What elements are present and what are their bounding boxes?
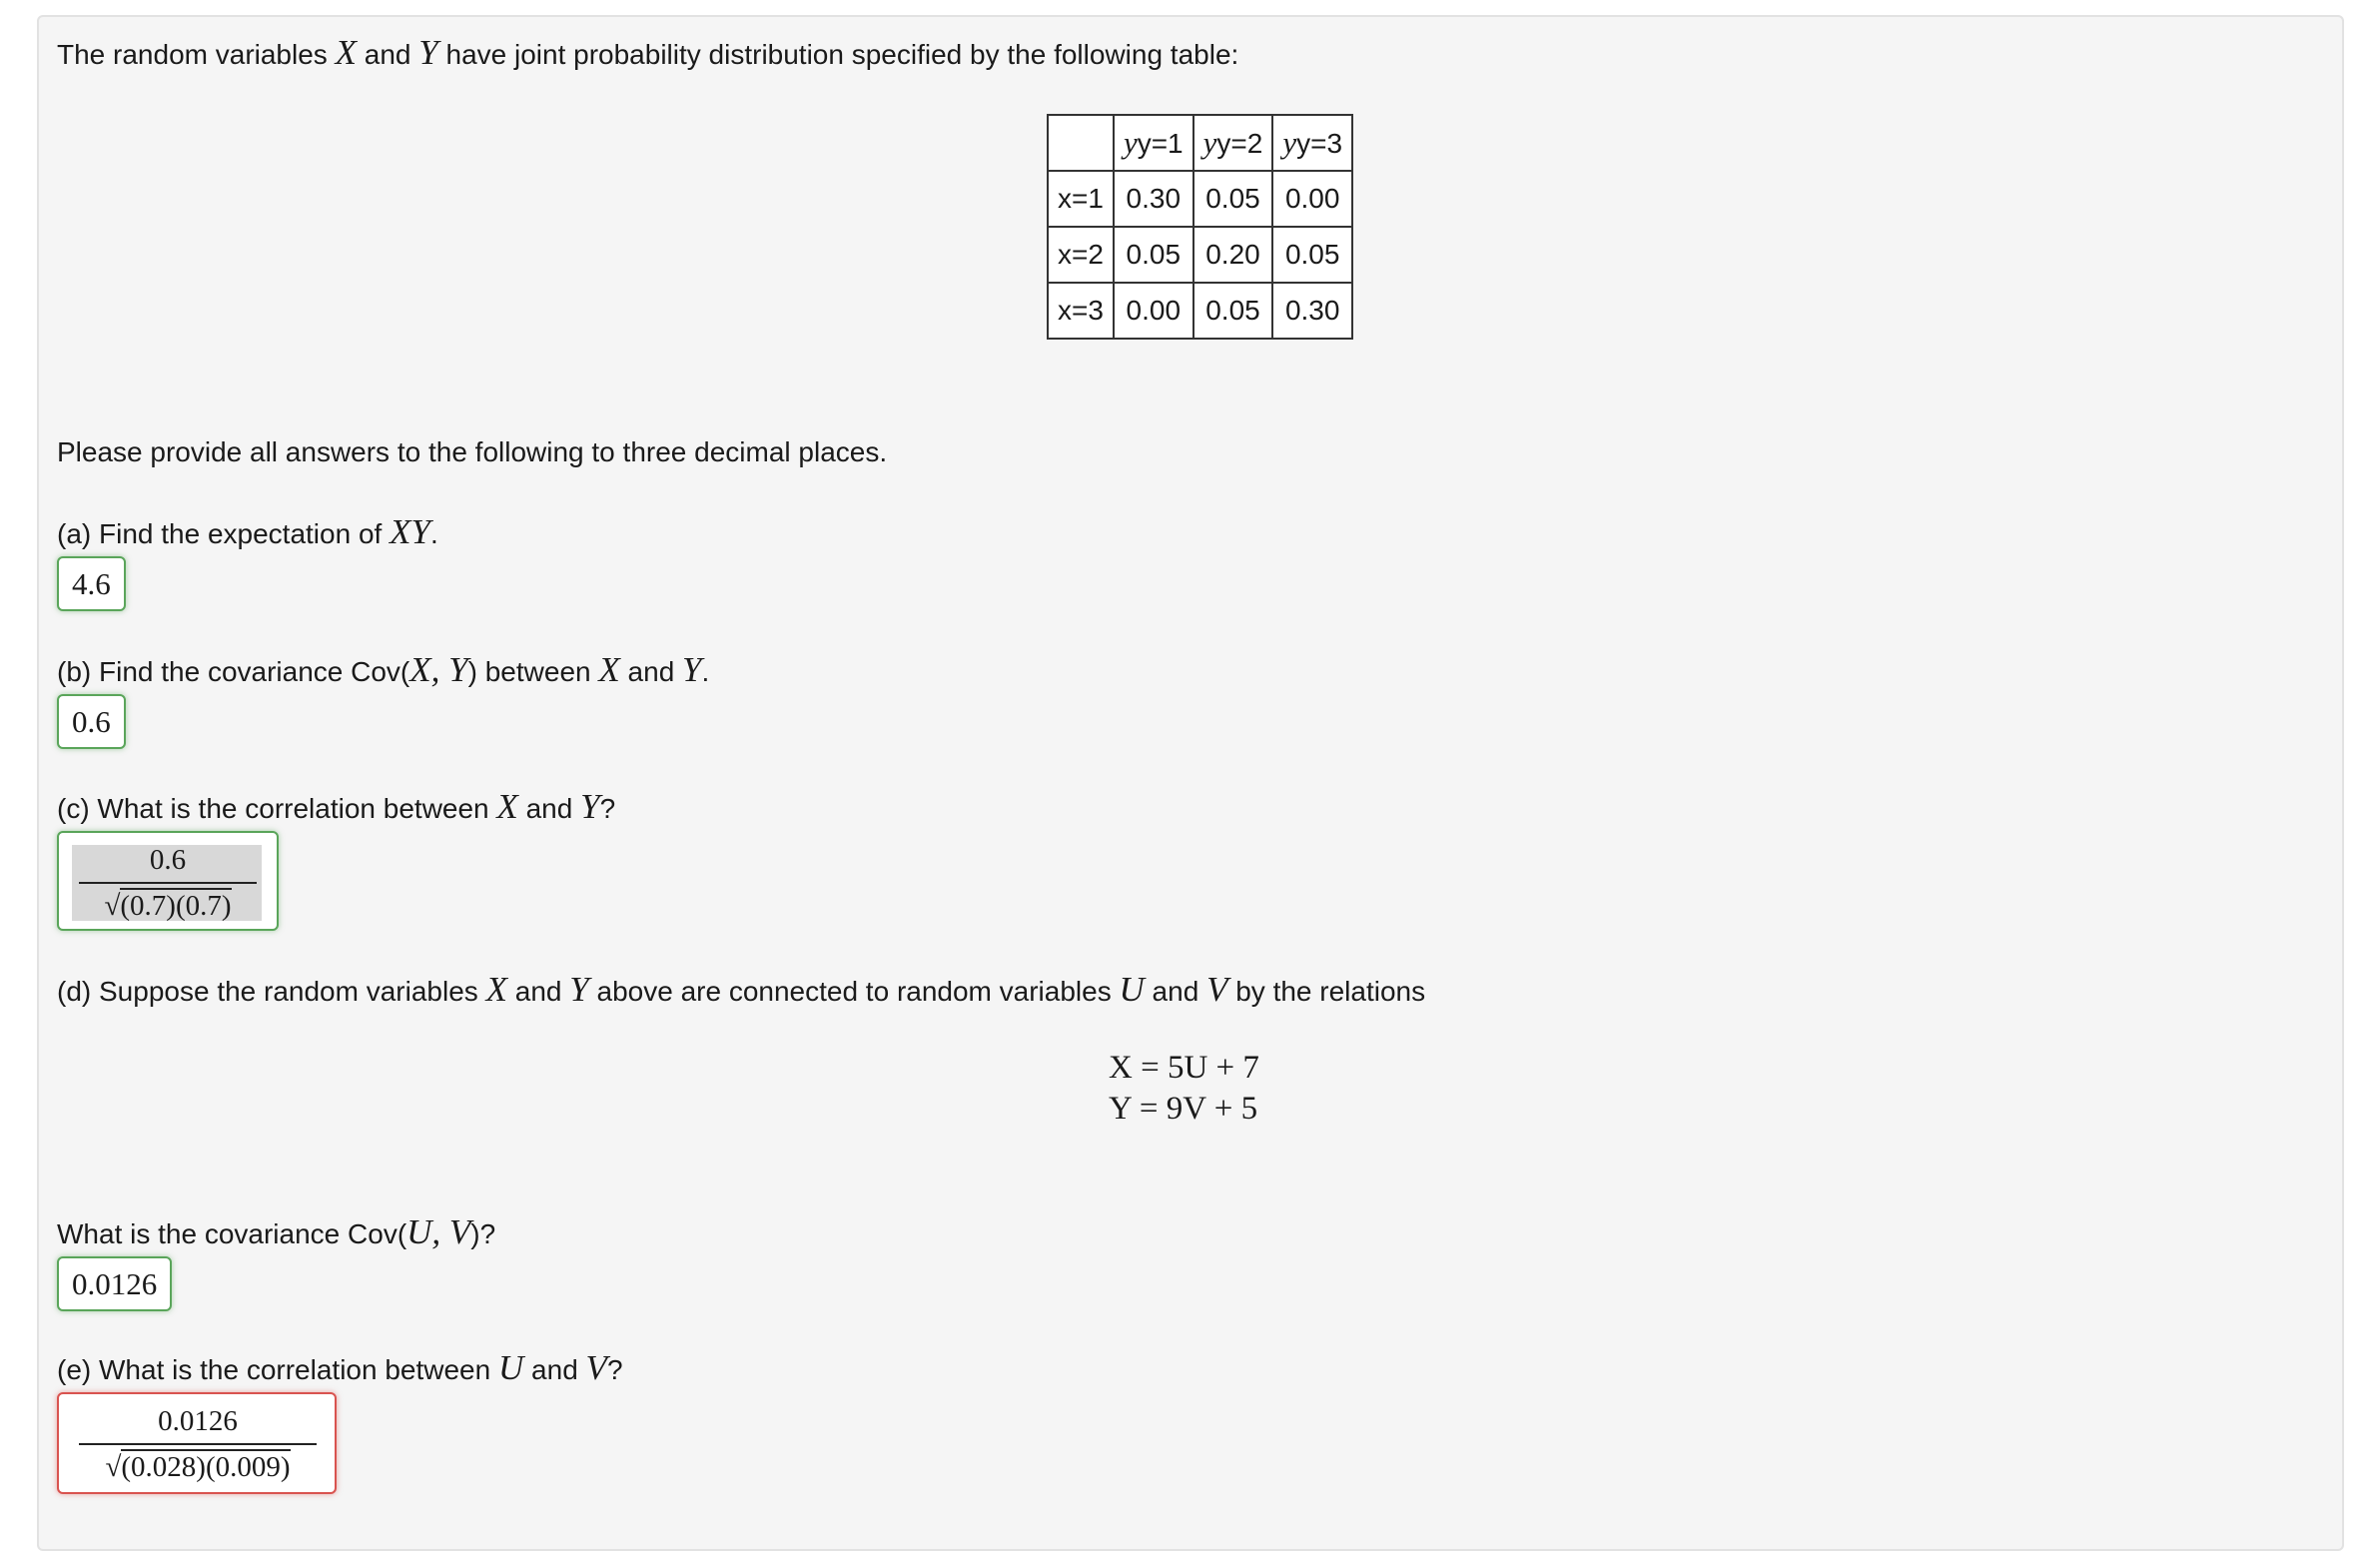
relation-equation-x: X = 5U + 7 xyxy=(1109,1050,1259,1086)
intro-text: The random variables X and Y have joint probability distribution specified by the following table: xyxy=(57,33,1239,72)
table-cell: 0.30 xyxy=(1114,171,1193,227)
sqrt-icon: √ xyxy=(105,1451,122,1483)
part-e-answer-field[interactable] xyxy=(57,1392,337,1494)
table-cell: 0.05 xyxy=(1272,227,1352,283)
part-e-numerator: 0.0126 xyxy=(158,1405,238,1437)
part-d-question: (d) Suppose the random variables X and Y above are connected to random variables U and V by the relations xyxy=(57,970,1426,1009)
part-a-answer-field[interactable]: 4.6 xyxy=(57,556,126,611)
part-e-fraction xyxy=(79,1404,317,1486)
part-c-fraction-bar xyxy=(79,882,257,884)
part-d-subquestion: What is the covariance Cov(U, V)? xyxy=(57,1212,496,1251)
table-row-header: x=3 xyxy=(1048,283,1114,339)
table-row-header: x=1 xyxy=(1048,171,1114,227)
table-cell: 0.30 xyxy=(1272,283,1352,339)
table-cell: 0.00 xyxy=(1114,283,1193,339)
part-e-question: (e) What is the correlation between U and V? xyxy=(57,1348,623,1387)
table-cell: 0.05 xyxy=(1193,283,1273,339)
part-e-denominator: √(0.028)(0.009) xyxy=(105,1451,291,1483)
part-c-question: (c) What is the correlation between X and Y? xyxy=(57,787,616,826)
table-row-header: x=2 xyxy=(1048,227,1114,283)
part-c-numerator: 0.6 xyxy=(149,844,187,876)
part-b-question: (b) Find the covariance Cov(X, Y) between X and Y. xyxy=(57,650,710,689)
sqrt-icon: √ xyxy=(104,890,121,922)
table-cell: 0.20 xyxy=(1193,227,1273,283)
part-d-answer-field[interactable]: 0.0126 xyxy=(57,1256,172,1311)
table-cell: 0.05 xyxy=(1193,171,1273,227)
joint-distribution-table xyxy=(1047,114,1353,340)
part-c-answer-field[interactable] xyxy=(57,831,279,931)
part-b-answer-field[interactable]: 0.6 xyxy=(57,694,126,749)
part-a-question: (a) Find the expectation of XY. xyxy=(57,512,438,551)
table-col-header: yy=2 xyxy=(1193,115,1273,171)
problem-panel xyxy=(37,15,2344,1551)
part-e-fraction-bar xyxy=(79,1443,317,1445)
table-cell: 0.05 xyxy=(1114,227,1193,283)
table-corner-cell xyxy=(1048,115,1114,171)
part-c-fraction xyxy=(79,843,257,925)
table-col-header: yy=1 xyxy=(1114,115,1193,171)
table-cell: 0.00 xyxy=(1272,171,1352,227)
instructions-text: Please provide all answers to the following to three decimal places. xyxy=(57,436,888,467)
table-col-header: yy=3 xyxy=(1272,115,1352,171)
part-c-denominator: √(0.7)(0.7) xyxy=(104,890,232,922)
relation-equation-y: Y = 9V + 5 xyxy=(1109,1091,1258,1127)
